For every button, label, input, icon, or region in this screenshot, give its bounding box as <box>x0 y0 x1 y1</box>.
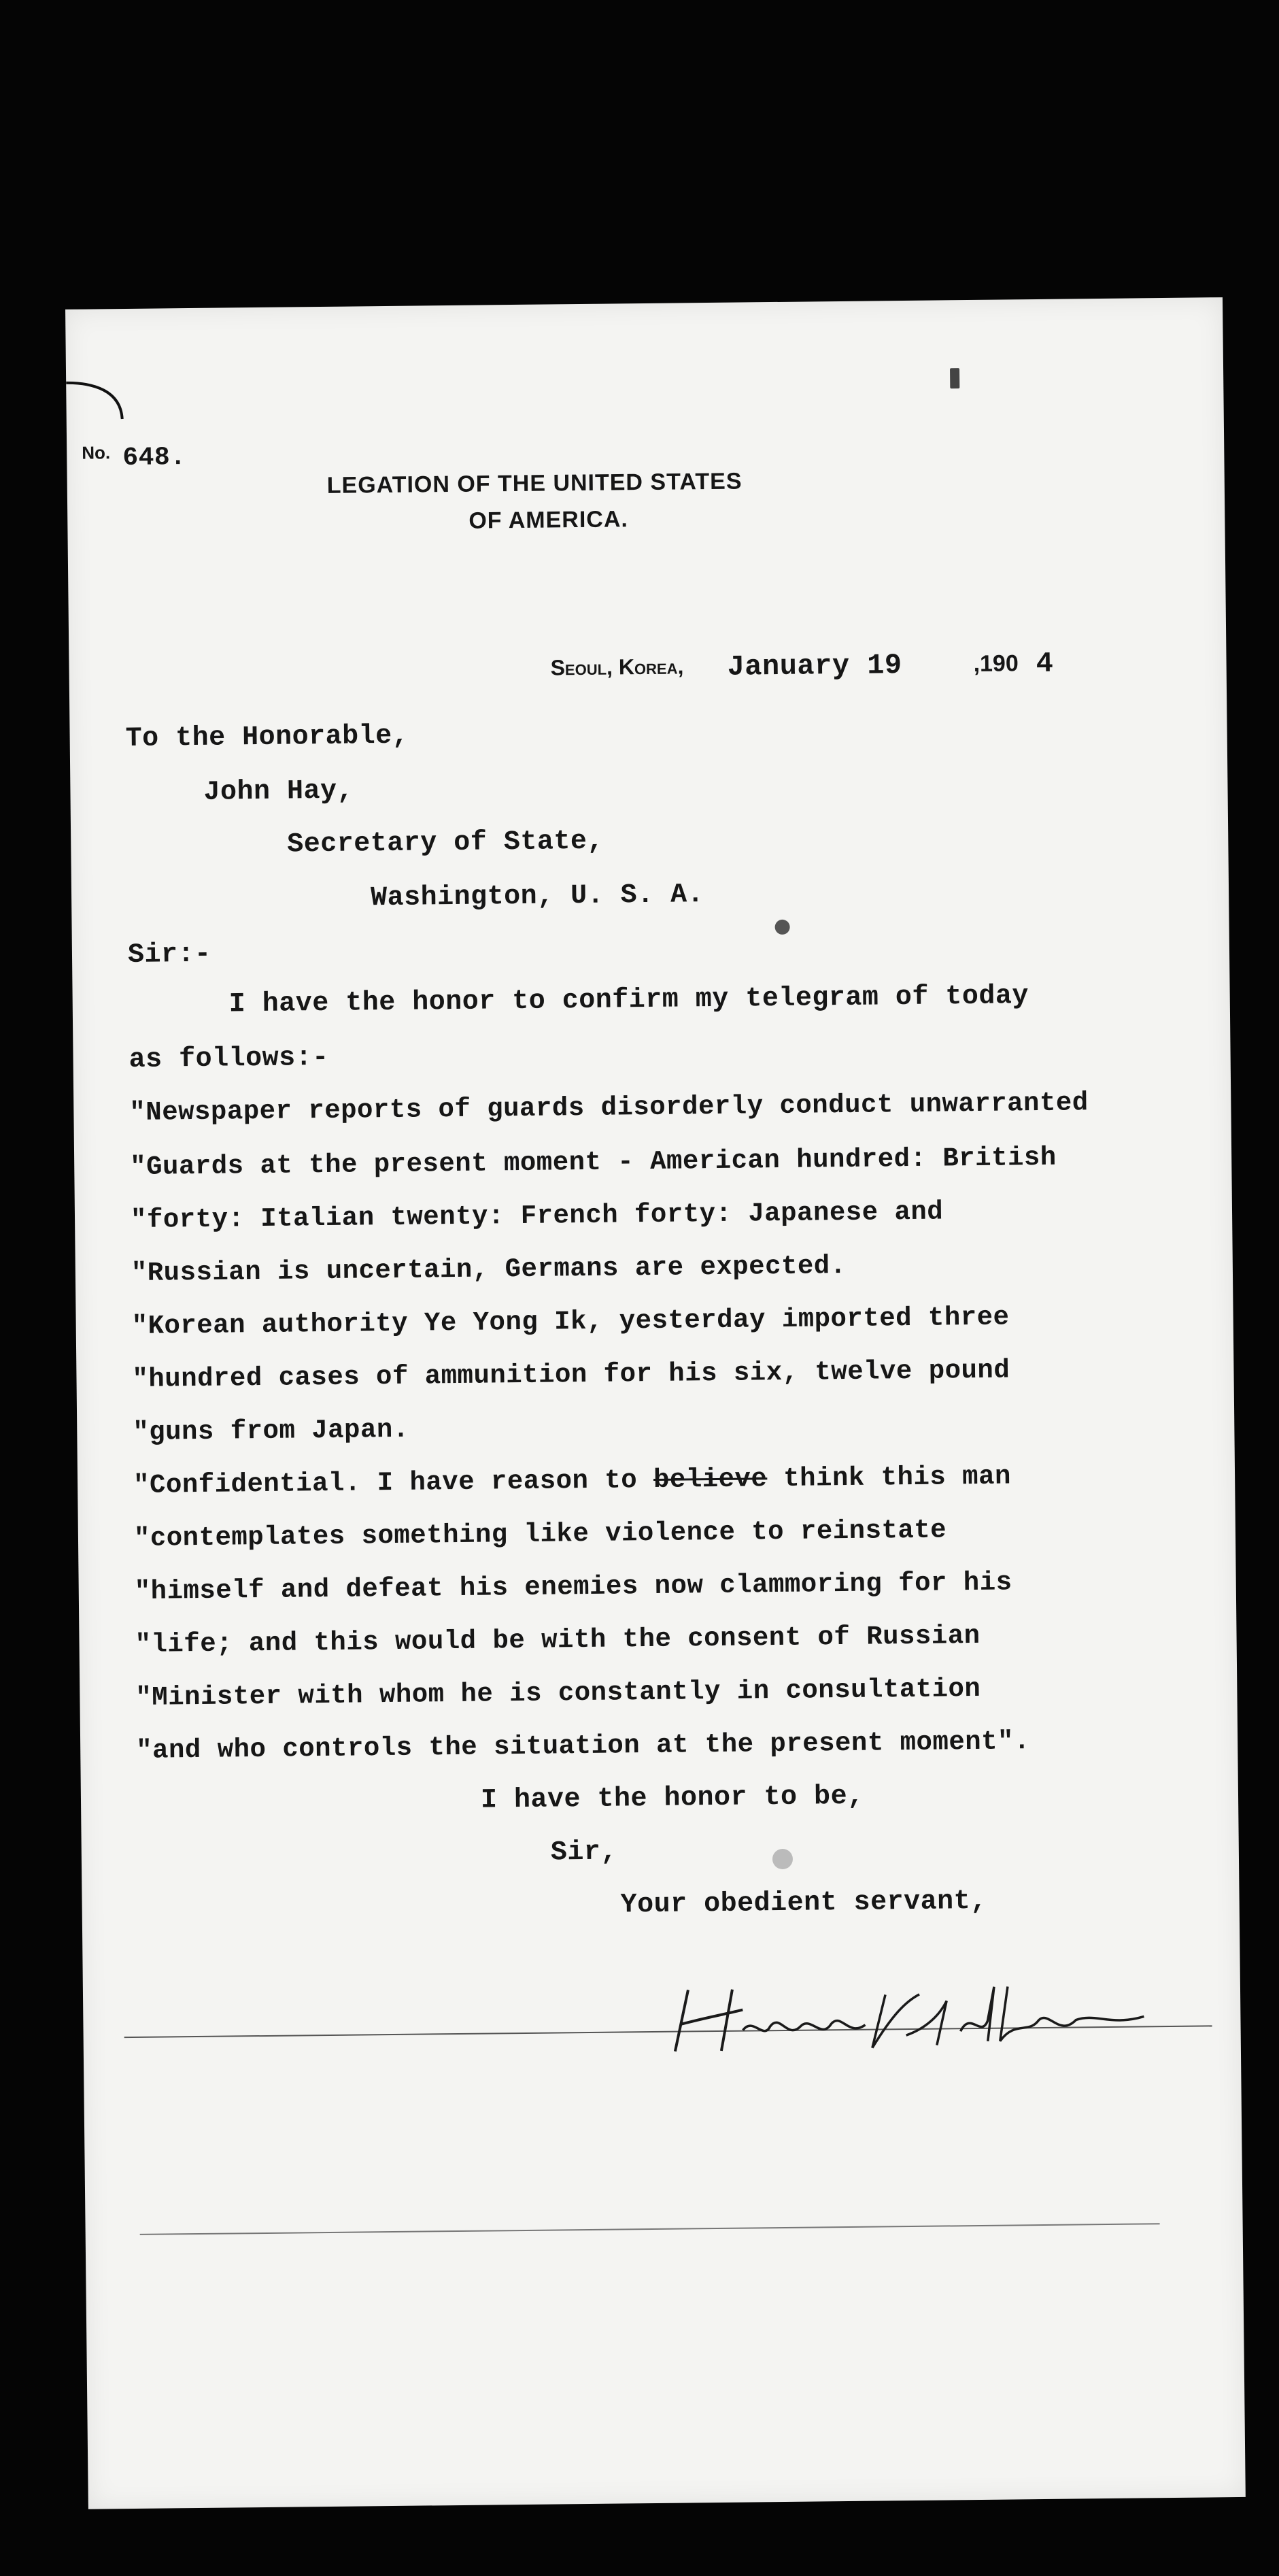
place-line: Seoul, Korea, <box>550 654 684 680</box>
telegram-line <box>133 1461 1011 1501</box>
salutation-to: To the Honorable, <box>125 720 409 755</box>
greeting: Sir:- <box>127 939 211 971</box>
telegram-line: "hundred cases of ammunition for his six, twelve pound <box>132 1355 1010 1394</box>
letterhead-line2: OF AMERICA. <box>468 506 629 534</box>
ruled-line <box>140 2223 1160 2235</box>
letter-page <box>65 297 1246 2509</box>
telegram-line: "guns from Japan. <box>133 1414 409 1448</box>
telegram-line: "Minister with whom he is constantly in consultation <box>135 1673 981 1713</box>
intro-line2: as follows:- <box>129 1042 329 1075</box>
addressee-place: Washington, U. S. A. <box>370 880 704 914</box>
addressee-title: Secretary of State, <box>287 826 604 860</box>
telegram-line-text: "Confidential. I have reason to <box>133 1465 654 1501</box>
struck-word: believe <box>653 1464 768 1495</box>
closing-line1: I have the honor to be, <box>480 1781 864 1816</box>
telegram-line: "himself and defeat his enemies now clammoring for his <box>134 1567 1012 1607</box>
doc-number-prefix: No. <box>82 442 111 463</box>
intro-line1: I have the honor to confirm my telegram of today <box>228 981 1029 1020</box>
letterhead-line1: LEGATION OF THE UNITED STATES <box>326 468 743 499</box>
closing-line2: Sir, <box>550 1837 618 1869</box>
corner-mark-icon <box>66 377 128 425</box>
closing-line3: Your obedient servant, <box>620 1886 987 1921</box>
date-month-day: January 19 <box>727 649 902 684</box>
telegram-line-text: think this man <box>767 1461 1012 1494</box>
telegram-line: "forty: Italian twenty: French forty: Japanese and <box>130 1197 944 1235</box>
telegram-line: "Newspaper reports of guards disorderly conduct unwarranted <box>129 1088 1089 1128</box>
telegram-line: "Guards at the present moment - American hundred: British <box>130 1142 1057 1182</box>
telegram-line: "contemplates something like violence to reinstate <box>133 1515 947 1554</box>
paper-speck <box>772 1849 793 1869</box>
paper-speck <box>950 368 959 388</box>
telegram-line: "Korean authority Ye Yong Ik, yesterday imported three <box>131 1302 1010 1341</box>
doc-number: 648. <box>122 443 186 473</box>
paper-speck <box>774 920 789 935</box>
telegram-line: "life; and this would be with the consent of Russian <box>135 1620 980 1660</box>
date-year-suffix: 4 <box>1036 647 1054 680</box>
addressee-name: John Hay, <box>203 775 354 808</box>
telegram-line: "and who controls the situation at the present moment". <box>136 1726 1031 1766</box>
handwritten-signature <box>668 1971 1212 2058</box>
date-year-prefix: ,190 <box>973 650 1019 677</box>
telegram-line: "Russian is uncertain, Germans are expected. <box>131 1250 847 1288</box>
